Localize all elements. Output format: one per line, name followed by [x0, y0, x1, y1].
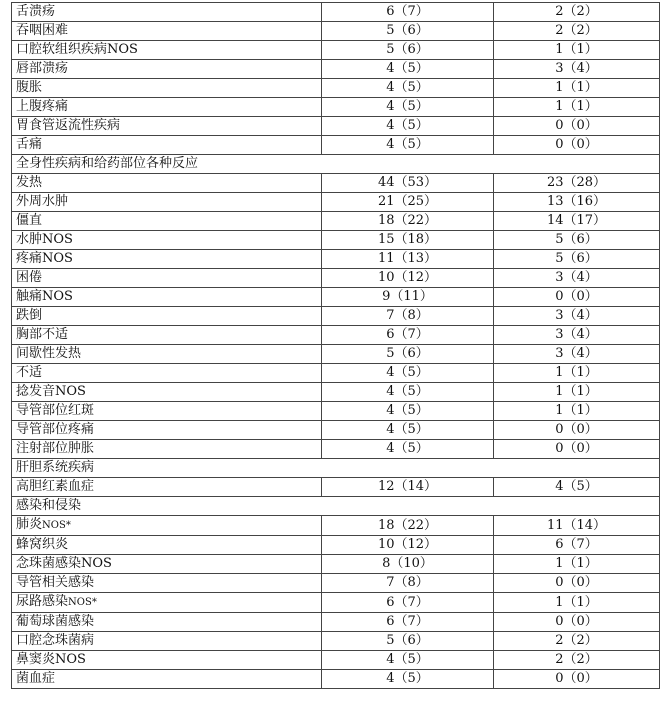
event-name: 导管部位红斑 [16, 403, 95, 418]
event-name-cell [12, 60, 322, 79]
event-name: 胃食管返流性疾病 [16, 118, 121, 133]
table-row [12, 402, 660, 421]
event-name-cell [12, 383, 322, 402]
event-name-cell [12, 193, 322, 212]
group-2-count-cell: 11（14） [494, 516, 660, 536]
table-row [12, 651, 660, 670]
group-2-count-cell: 0（0） [494, 136, 660, 155]
event-name: 僵直 [16, 213, 43, 228]
event-name-cell [12, 231, 322, 250]
group-2-count-cell: 2（2） [494, 22, 660, 41]
event-name: 水肿NOS [16, 232, 73, 247]
group-1-count-cell: 4（5） [322, 402, 494, 421]
table-row [12, 574, 660, 593]
event-name: 蜂窝织炎 [16, 537, 69, 552]
group-1-count-cell: 4（5） [322, 440, 494, 459]
event-name: 高胆红素血症 [16, 479, 95, 494]
event-name: 导管相关感染 [16, 575, 95, 590]
group-1-count-cell: 8（10） [322, 555, 494, 574]
group-1-count-cell: 18（22） [322, 212, 494, 231]
event-name: 尿路感染 [16, 594, 69, 609]
group-2-count-cell: 1（1） [494, 364, 660, 383]
group-2-count-cell: 3（4） [494, 307, 660, 326]
group-2-count-cell: 1（1） [494, 402, 660, 421]
group-1-count-cell: 6（7） [322, 3, 494, 22]
event-name-cell [12, 402, 322, 421]
group-1-count-cell: 6（7） [322, 593, 494, 613]
table-row [12, 421, 660, 440]
group-2-count-cell: 2（2） [494, 632, 660, 651]
event-name-cell [12, 632, 322, 651]
event-name-cell [12, 174, 322, 193]
event-name-cell [12, 593, 322, 613]
table-row [12, 250, 660, 269]
table-row [12, 632, 660, 651]
group-1-count-cell: 12（14） [322, 478, 494, 497]
section-row [12, 459, 660, 478]
table-row [12, 593, 660, 613]
table-row [12, 326, 660, 345]
event-name: 口腔念珠菌病 [16, 633, 95, 648]
event-name: 疼痛NOS [16, 251, 73, 266]
group-2-count-cell: 0（0） [494, 574, 660, 593]
event-name-cell [12, 3, 322, 22]
event-name-cell [12, 212, 322, 231]
group-2-count-cell: 0（0） [494, 670, 660, 689]
event-name: 肺炎 [16, 517, 43, 532]
event-name: 间歇性发热 [16, 346, 82, 361]
event-name-suffix: NOS* [68, 597, 97, 608]
group-1-count-cell: 6（7） [322, 613, 494, 632]
group-1-count-cell: 4（5） [322, 651, 494, 670]
event-name: 不适 [16, 365, 43, 380]
table-row [12, 536, 660, 555]
group-1-count-cell: 9（11） [322, 288, 494, 307]
group-2-count-cell: 4（5） [494, 478, 660, 497]
event-name-suffix: NOS* [42, 520, 71, 531]
group-1-count-cell: 5（6） [322, 22, 494, 41]
event-name: 舌溃疡 [16, 4, 56, 19]
table-row [12, 41, 660, 60]
group-1-count-cell: 4（5） [322, 79, 494, 98]
event-name: 鼻窦炎NOS [16, 652, 86, 667]
group-1-count-cell: 4（5） [322, 421, 494, 440]
group-2-count-cell: 2（2） [494, 3, 660, 22]
table-row [12, 60, 660, 79]
event-name-cell [12, 364, 322, 383]
group-2-count-cell: 0（0） [494, 117, 660, 136]
section-row [12, 497, 660, 516]
group-2-count-cell: 3（4） [494, 269, 660, 288]
table-row [12, 269, 660, 288]
group-1-count-cell: 7（8） [322, 307, 494, 326]
event-name: 导管部位疼痛 [16, 422, 95, 437]
table-row [12, 193, 660, 212]
group-1-count-cell: 6（7） [322, 326, 494, 345]
group-1-count-cell: 7（8） [322, 574, 494, 593]
event-name: 捻发音NOS [16, 384, 86, 399]
adverse-events-table-container [11, 2, 659, 689]
event-name: 口腔软组织疾病NOS [16, 42, 138, 57]
group-1-count-cell: 4（5） [322, 670, 494, 689]
table-row [12, 516, 660, 536]
table-row [12, 98, 660, 117]
group-2-count-cell: 5（6） [494, 250, 660, 269]
table-row [12, 117, 660, 136]
group-2-count-cell: 1（1） [494, 593, 660, 613]
table-row [12, 212, 660, 231]
event-name: 上腹疼痛 [16, 99, 69, 114]
table-row [12, 79, 660, 98]
group-1-count-cell: 11（13） [322, 250, 494, 269]
table-row [12, 3, 660, 22]
table-body [12, 3, 660, 689]
event-name: 注射部位肿胀 [16, 441, 95, 456]
group-2-count-cell: 3（4） [494, 326, 660, 345]
event-name-cell [12, 574, 322, 593]
event-name: 葡萄球菌感染 [16, 614, 95, 629]
section-heading: 感染和侵染 [12, 497, 660, 516]
section-row [12, 155, 660, 174]
group-1-count-cell: 5（6） [322, 632, 494, 651]
event-name-cell [12, 41, 322, 60]
table-row [12, 136, 660, 155]
group-1-count-cell: 21（25） [322, 193, 494, 212]
table-row [12, 231, 660, 250]
group-1-count-cell: 44（53） [322, 174, 494, 193]
table-row [12, 345, 660, 364]
event-name-cell [12, 555, 322, 574]
event-name-cell [12, 421, 322, 440]
table-row [12, 555, 660, 574]
group-2-count-cell: 2（2） [494, 651, 660, 670]
event-name-cell [12, 326, 322, 345]
group-2-count-cell: 0（0） [494, 613, 660, 632]
event-name-cell [12, 440, 322, 459]
group-1-count-cell: 18（22） [322, 516, 494, 536]
event-name-cell [12, 22, 322, 41]
group-2-count-cell: 14（17） [494, 212, 660, 231]
group-2-count-cell: 5（6） [494, 231, 660, 250]
group-2-count-cell: 1（1） [494, 41, 660, 60]
table-row [12, 613, 660, 632]
event-name: 吞咽困难 [16, 23, 69, 38]
table-row [12, 288, 660, 307]
section-heading: 肝胆系统疾病 [12, 459, 660, 478]
event-name-cell [12, 516, 322, 536]
table-row [12, 383, 660, 402]
group-1-count-cell: 4（5） [322, 383, 494, 402]
event-name: 舌痛 [16, 137, 43, 152]
event-name-cell [12, 98, 322, 117]
group-2-count-cell: 1（1） [494, 79, 660, 98]
group-1-count-cell: 5（6） [322, 41, 494, 60]
group-2-count-cell: 0（0） [494, 288, 660, 307]
event-name-cell [12, 345, 322, 364]
event-name: 触痛NOS [16, 289, 73, 304]
event-name: 外周水肿 [16, 194, 69, 209]
group-2-count-cell: 3（4） [494, 345, 660, 364]
group-1-count-cell: 5（6） [322, 345, 494, 364]
group-2-count-cell: 1（1） [494, 383, 660, 402]
group-1-count-cell: 4（5） [322, 117, 494, 136]
event-name-cell [12, 307, 322, 326]
event-name: 腹胀 [16, 80, 43, 95]
group-2-count-cell: 0（0） [494, 440, 660, 459]
table-row [12, 307, 660, 326]
group-1-count-cell: 15（18） [322, 231, 494, 250]
adverse-events-table [11, 2, 660, 689]
event-name: 困倦 [16, 270, 43, 285]
event-name: 念珠菌感染NOS [16, 556, 112, 571]
event-name-cell [12, 651, 322, 670]
event-name: 跌倒 [16, 308, 43, 323]
event-name-cell [12, 478, 322, 497]
event-name-cell [12, 536, 322, 555]
table-row [12, 440, 660, 459]
group-2-count-cell: 3（4） [494, 60, 660, 79]
group-2-count-cell: 1（1） [494, 555, 660, 574]
event-name: 胸部不适 [16, 327, 69, 342]
event-name: 唇部溃疡 [16, 61, 69, 76]
event-name-cell [12, 269, 322, 288]
group-1-count-cell: 10（12） [322, 269, 494, 288]
group-2-count-cell: 6（7） [494, 536, 660, 555]
event-name: 菌血症 [16, 671, 56, 686]
group-2-count-cell: 0（0） [494, 421, 660, 440]
event-name-cell [12, 670, 322, 689]
event-name-cell [12, 117, 322, 136]
table-row [12, 670, 660, 689]
event-name-cell [12, 613, 322, 632]
group-2-count-cell: 13（16） [494, 193, 660, 212]
event-name-cell [12, 250, 322, 269]
group-1-count-cell: 4（5） [322, 364, 494, 383]
event-name-cell [12, 79, 322, 98]
group-1-count-cell: 10（12） [322, 536, 494, 555]
group-1-count-cell: 4（5） [322, 136, 494, 155]
table-row [12, 22, 660, 41]
event-name-cell [12, 136, 322, 155]
group-1-count-cell: 4（5） [322, 98, 494, 117]
table-row [12, 174, 660, 193]
table-row [12, 478, 660, 497]
event-name: 发热 [16, 175, 43, 190]
table-row [12, 364, 660, 383]
event-name-cell [12, 288, 322, 307]
group-2-count-cell: 1（1） [494, 98, 660, 117]
group-1-count-cell: 4（5） [322, 60, 494, 79]
section-heading: 全身性疾病和给药部位各种反应 [12, 155, 660, 174]
group-2-count-cell: 23（28） [494, 174, 660, 193]
